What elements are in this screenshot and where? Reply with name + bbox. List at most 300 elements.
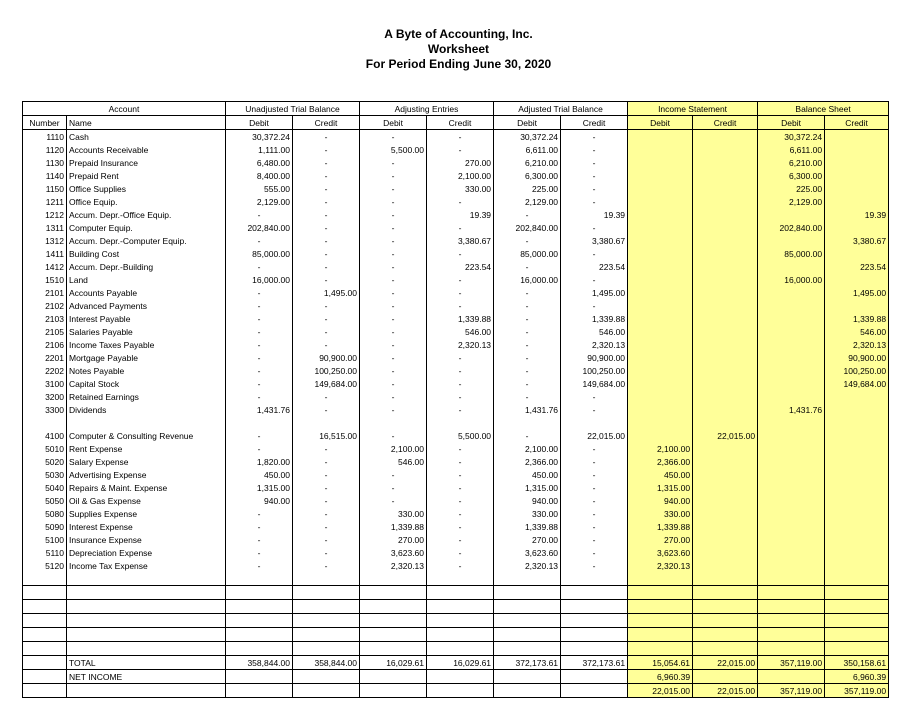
amount-cell: 2,129.00 — [226, 195, 293, 208]
account-name: Repairs & Maint. Expense — [67, 481, 226, 494]
blank-cell — [293, 586, 360, 600]
amount-cell: 940.00 — [494, 494, 561, 507]
blank-cell — [561, 614, 628, 628]
amount-cell — [825, 468, 889, 481]
amount-cell — [693, 169, 758, 182]
amount-cell — [628, 195, 693, 208]
column-header: Debit — [494, 116, 561, 130]
account-row — [23, 169, 889, 182]
amount-cell: 372,173.61 — [494, 656, 561, 670]
amount-cell: 3,380.67 — [427, 234, 494, 247]
amount-cell — [825, 429, 889, 442]
account-number — [23, 656, 67, 670]
blank-cell — [23, 628, 67, 642]
amount-cell: - — [226, 364, 293, 377]
amount-cell: - — [494, 299, 561, 312]
blank-cell — [360, 628, 427, 642]
amount-cell: 85,000.00 — [226, 247, 293, 260]
amount-cell: - — [360, 169, 427, 182]
account-name: Income Taxes Payable — [67, 338, 226, 351]
amount-cell: 2,100.00 — [628, 442, 693, 455]
account-name: Advanced Payments — [67, 299, 226, 312]
amount-cell: - — [561, 559, 628, 572]
amount-cell: - — [360, 351, 427, 364]
amount-cell: 16,000.00 — [494, 273, 561, 286]
column-header: Credit — [293, 116, 360, 130]
account-row — [23, 351, 889, 364]
amount-cell: 16,029.61 — [427, 656, 494, 670]
account-number: 1311 — [23, 221, 67, 234]
blank-cell — [561, 586, 628, 600]
blank-cell — [825, 628, 889, 642]
amount-cell — [758, 234, 825, 247]
amount-cell: 85,000.00 — [758, 247, 825, 260]
blank-cell — [23, 600, 67, 614]
amount-cell — [693, 286, 758, 299]
amount-cell — [226, 684, 293, 698]
amount-cell: 90,900.00 — [561, 351, 628, 364]
account-number: 2101 — [23, 286, 67, 299]
amount-cell: 6,210.00 — [494, 156, 561, 169]
account-name: Accum. Depr.-Computer Equip. — [67, 234, 226, 247]
amount-cell: 15,054.61 — [628, 656, 693, 670]
company-name: A Byte of Accounting, Inc. — [384, 27, 533, 41]
amount-cell — [561, 684, 628, 698]
blank-cell — [226, 628, 293, 642]
account-number: 2103 — [23, 312, 67, 325]
amount-cell — [561, 670, 628, 684]
amount-cell — [494, 684, 561, 698]
amount-cell: 450.00 — [494, 468, 561, 481]
amount-cell: - — [427, 442, 494, 455]
amount-cell: - — [226, 533, 293, 546]
blank-cell — [628, 600, 693, 614]
amount-cell — [628, 182, 693, 195]
account-name: Salaries Payable — [67, 325, 226, 338]
amount-cell — [825, 416, 889, 429]
amount-cell: - — [293, 325, 360, 338]
account-number: 5090 — [23, 520, 67, 533]
account-number: 1211 — [23, 195, 67, 208]
amount-cell: - — [427, 455, 494, 468]
amount-cell — [628, 299, 693, 312]
amount-cell: - — [427, 494, 494, 507]
blank-cell — [628, 628, 693, 642]
amount-cell: 202,840.00 — [758, 221, 825, 234]
account-number: 3200 — [23, 390, 67, 403]
blank-cell — [67, 572, 226, 586]
account-name: Computer Equip. — [67, 221, 226, 234]
blank-cell — [758, 586, 825, 600]
group-header: Balance Sheet — [758, 102, 889, 116]
blank-cell — [628, 614, 693, 628]
amount-cell — [628, 429, 693, 442]
amount-cell: 30,372.24 — [226, 130, 293, 144]
amount-cell — [758, 208, 825, 221]
amount-cell: 2,320.13 — [427, 338, 494, 351]
amount-cell: 546.00 — [427, 325, 494, 338]
amount-cell: 19.39 — [427, 208, 494, 221]
account-row — [23, 455, 889, 468]
amount-cell: 22,015.00 — [693, 656, 758, 670]
amount-cell: - — [293, 559, 360, 572]
amount-cell — [628, 247, 693, 260]
amount-cell: 149,684.00 — [293, 377, 360, 390]
amount-cell: 350,158.61 — [825, 656, 889, 670]
account-name: Accum. Depr.-Office Equip. — [67, 208, 226, 221]
account-name: Interest Expense — [67, 520, 226, 533]
amount-cell — [758, 533, 825, 546]
amount-cell — [825, 273, 889, 286]
amount-cell — [693, 670, 758, 684]
column-header-row — [23, 116, 889, 130]
amount-cell: 22,015.00 — [628, 684, 693, 698]
blank-cell — [758, 600, 825, 614]
account-number: 5020 — [23, 455, 67, 468]
group-header: Income Statement — [628, 102, 758, 116]
blank-cell — [427, 628, 494, 642]
amount-cell: 5,500.00 — [427, 429, 494, 442]
amount-cell: 330.00 — [628, 507, 693, 520]
account-row — [23, 507, 889, 520]
blank-row — [23, 642, 889, 656]
amount-cell: 372,173.61 — [561, 656, 628, 670]
document-title: Worksheet — [427, 42, 490, 56]
amount-cell — [226, 416, 293, 429]
amount-cell — [693, 377, 758, 390]
amount-cell — [628, 273, 693, 286]
amount-cell: - — [360, 130, 427, 144]
amount-cell: - — [293, 546, 360, 559]
amount-cell: 1,339.88 — [628, 520, 693, 533]
amount-cell — [825, 507, 889, 520]
amount-cell: - — [427, 143, 494, 156]
amount-cell — [693, 260, 758, 273]
account-row — [23, 533, 889, 546]
period-label: For Period Ending June 30, 2020 — [365, 57, 552, 71]
amount-cell — [360, 684, 427, 698]
amount-cell — [693, 234, 758, 247]
amount-cell: - — [293, 234, 360, 247]
amount-cell — [758, 455, 825, 468]
amount-cell: 100,250.00 — [293, 364, 360, 377]
amount-cell — [758, 351, 825, 364]
amount-cell: - — [226, 286, 293, 299]
amount-cell: - — [561, 468, 628, 481]
blank-cell — [226, 614, 293, 628]
amount-cell — [825, 546, 889, 559]
amount-cell: - — [494, 312, 561, 325]
amount-cell — [628, 416, 693, 429]
amount-cell: 149,684.00 — [561, 377, 628, 390]
amount-cell: - — [360, 260, 427, 273]
amount-cell: 30,372.24 — [494, 130, 561, 144]
amount-cell: 90,900.00 — [825, 351, 889, 364]
worksheet-heading — [0, 27, 917, 72]
amount-cell — [825, 403, 889, 416]
blank-cell — [494, 628, 561, 642]
amount-cell: - — [427, 533, 494, 546]
account-number: 2105 — [23, 325, 67, 338]
account-number: 5010 — [23, 442, 67, 455]
amount-cell: - — [293, 390, 360, 403]
amount-cell: - — [226, 351, 293, 364]
amount-cell: - — [226, 507, 293, 520]
amount-cell: - — [293, 208, 360, 221]
amount-cell — [628, 325, 693, 338]
blank-cell — [23, 642, 67, 656]
amount-cell — [693, 312, 758, 325]
final-total-row — [23, 684, 889, 698]
amount-cell: - — [360, 156, 427, 169]
group-header: Unadjusted Trial Balance — [226, 102, 360, 116]
amount-cell — [825, 442, 889, 455]
amount-cell: - — [427, 364, 494, 377]
amount-cell: 2,100.00 — [427, 169, 494, 182]
blank-cell — [293, 628, 360, 642]
account-row — [23, 416, 889, 429]
account-number — [23, 684, 67, 698]
amount-cell — [758, 520, 825, 533]
amount-cell — [693, 208, 758, 221]
amount-cell: 6,300.00 — [494, 169, 561, 182]
amount-cell: - — [561, 455, 628, 468]
amount-cell: 546.00 — [360, 455, 427, 468]
amount-cell — [693, 520, 758, 533]
amount-cell — [758, 429, 825, 442]
amount-cell — [693, 156, 758, 169]
amount-cell: - — [360, 481, 427, 494]
blank-cell — [360, 614, 427, 628]
account-name: Prepaid Insurance — [67, 156, 226, 169]
amount-cell — [628, 130, 693, 144]
account-number: 5040 — [23, 481, 67, 494]
amount-cell: 1,339.88 — [561, 312, 628, 325]
amount-cell: - — [226, 520, 293, 533]
account-row — [23, 403, 889, 416]
account-row — [23, 546, 889, 559]
amount-cell: 22,015.00 — [561, 429, 628, 442]
amount-cell — [628, 208, 693, 221]
amount-cell: 358,844.00 — [293, 656, 360, 670]
amount-cell: - — [226, 390, 293, 403]
amount-cell — [693, 416, 758, 429]
amount-cell: - — [360, 312, 427, 325]
account-name: Land — [67, 273, 226, 286]
account-number: 5110 — [23, 546, 67, 559]
account-row — [23, 494, 889, 507]
amount-cell — [561, 416, 628, 429]
amount-cell — [427, 670, 494, 684]
amount-cell — [293, 416, 360, 429]
column-header: Credit — [825, 116, 889, 130]
amount-cell: 555.00 — [226, 182, 293, 195]
amount-cell: - — [561, 130, 628, 144]
amount-cell: 149,684.00 — [825, 377, 889, 390]
account-name: Supplies Expense — [67, 507, 226, 520]
amount-cell — [693, 182, 758, 195]
account-row — [23, 468, 889, 481]
blank-cell — [825, 600, 889, 614]
amount-cell: - — [561, 403, 628, 416]
account-row — [23, 481, 889, 494]
amount-cell: - — [226, 208, 293, 221]
amount-cell: - — [360, 221, 427, 234]
account-name: Notes Payable — [67, 364, 226, 377]
blank-cell — [693, 600, 758, 614]
amount-cell — [693, 351, 758, 364]
amount-cell: 1,339.88 — [825, 312, 889, 325]
blank-cell — [693, 642, 758, 656]
amount-cell: 1,339.88 — [494, 520, 561, 533]
amount-cell — [693, 403, 758, 416]
account-name: Interest Payable — [67, 312, 226, 325]
amount-cell: 19.39 — [561, 208, 628, 221]
amount-cell: - — [360, 299, 427, 312]
amount-cell: 1,315.00 — [494, 481, 561, 494]
blank-cell — [67, 628, 226, 642]
amount-cell: 5,500.00 — [360, 143, 427, 156]
account-number: 1412 — [23, 260, 67, 273]
amount-cell — [693, 364, 758, 377]
amount-cell: - — [226, 442, 293, 455]
amount-cell — [758, 390, 825, 403]
amount-cell: - — [427, 351, 494, 364]
amount-cell: 1,431.76 — [758, 403, 825, 416]
amount-cell: 2,129.00 — [494, 195, 561, 208]
amount-cell — [427, 684, 494, 698]
amount-cell — [360, 670, 427, 684]
amount-cell: - — [226, 325, 293, 338]
blank-cell — [561, 600, 628, 614]
amount-cell: - — [293, 260, 360, 273]
account-row — [23, 338, 889, 351]
amount-cell: 85,000.00 — [494, 247, 561, 260]
amount-cell: - — [561, 481, 628, 494]
amount-cell: 100,250.00 — [561, 364, 628, 377]
amount-cell — [628, 260, 693, 273]
amount-cell — [628, 390, 693, 403]
account-name: Rent Expense — [67, 442, 226, 455]
amount-cell: 2,100.00 — [360, 442, 427, 455]
amount-cell — [693, 455, 758, 468]
account-name: Computer & Consulting Revenue — [67, 429, 226, 442]
amount-cell — [825, 169, 889, 182]
amount-cell: 450.00 — [226, 468, 293, 481]
blank-row — [23, 586, 889, 600]
amount-cell: - — [427, 546, 494, 559]
amount-cell: - — [226, 299, 293, 312]
account-number: 2201 — [23, 351, 67, 364]
amount-cell: - — [293, 442, 360, 455]
column-header: Name — [67, 116, 226, 130]
blank-cell — [427, 600, 494, 614]
account-row — [23, 195, 889, 208]
blank-cell — [226, 642, 293, 656]
account-name: Building Cost — [67, 247, 226, 260]
amount-cell — [693, 143, 758, 156]
amount-cell: 357,119.00 — [758, 684, 825, 698]
blank-row — [23, 614, 889, 628]
amount-cell: 3,380.67 — [825, 234, 889, 247]
amount-cell: - — [293, 169, 360, 182]
amount-cell: - — [494, 286, 561, 299]
amount-cell: - — [226, 429, 293, 442]
amount-cell: 2,320.13 — [628, 559, 693, 572]
blank-cell — [67, 614, 226, 628]
amount-cell — [628, 143, 693, 156]
blank-cell — [427, 586, 494, 600]
blank-cell — [825, 572, 889, 586]
amount-cell: - — [360, 273, 427, 286]
amount-cell: - — [360, 325, 427, 338]
account-name: Income Tax Expense — [67, 559, 226, 572]
amount-cell: 357,119.00 — [825, 684, 889, 698]
account-number: 5100 — [23, 533, 67, 546]
amount-cell — [758, 260, 825, 273]
amount-cell: 16,515.00 — [293, 429, 360, 442]
amount-cell — [758, 670, 825, 684]
amount-cell — [693, 390, 758, 403]
blank-cell — [693, 572, 758, 586]
amount-cell: 223.54 — [825, 260, 889, 273]
account-number: 1140 — [23, 169, 67, 182]
amount-cell: - — [561, 156, 628, 169]
amount-cell — [825, 533, 889, 546]
column-header: Number — [23, 116, 67, 130]
blank-cell — [494, 614, 561, 628]
amount-cell: 1,820.00 — [226, 455, 293, 468]
amount-cell: 16,029.61 — [360, 656, 427, 670]
net-income-row — [23, 670, 889, 684]
account-number: 2202 — [23, 364, 67, 377]
account-name: Prepaid Rent — [67, 169, 226, 182]
row-label — [67, 684, 226, 698]
account-number: 5050 — [23, 494, 67, 507]
amount-cell — [825, 299, 889, 312]
amount-cell: - — [360, 468, 427, 481]
amount-cell — [825, 494, 889, 507]
column-header: Credit — [693, 116, 758, 130]
amount-cell: - — [561, 299, 628, 312]
account-row — [23, 260, 889, 273]
amount-cell — [628, 312, 693, 325]
amount-cell: - — [293, 338, 360, 351]
amount-cell — [758, 364, 825, 377]
blank-cell — [23, 572, 67, 586]
amount-cell — [628, 364, 693, 377]
amount-cell — [758, 481, 825, 494]
amount-cell: - — [360, 403, 427, 416]
amount-cell: - — [360, 182, 427, 195]
account-row — [23, 442, 889, 455]
amount-cell: - — [561, 195, 628, 208]
amount-cell: 1,339.88 — [427, 312, 494, 325]
blank-cell — [628, 572, 693, 586]
amount-cell: - — [293, 481, 360, 494]
account-number: 5030 — [23, 468, 67, 481]
amount-cell: - — [293, 195, 360, 208]
account-number: 4100 — [23, 429, 67, 442]
amount-cell: 270.00 — [360, 533, 427, 546]
amount-cell — [494, 670, 561, 684]
amount-cell — [693, 494, 758, 507]
account-row — [23, 182, 889, 195]
account-row — [23, 312, 889, 325]
amount-cell — [825, 156, 889, 169]
account-row — [23, 208, 889, 221]
amount-cell: 6,960.39 — [825, 670, 889, 684]
